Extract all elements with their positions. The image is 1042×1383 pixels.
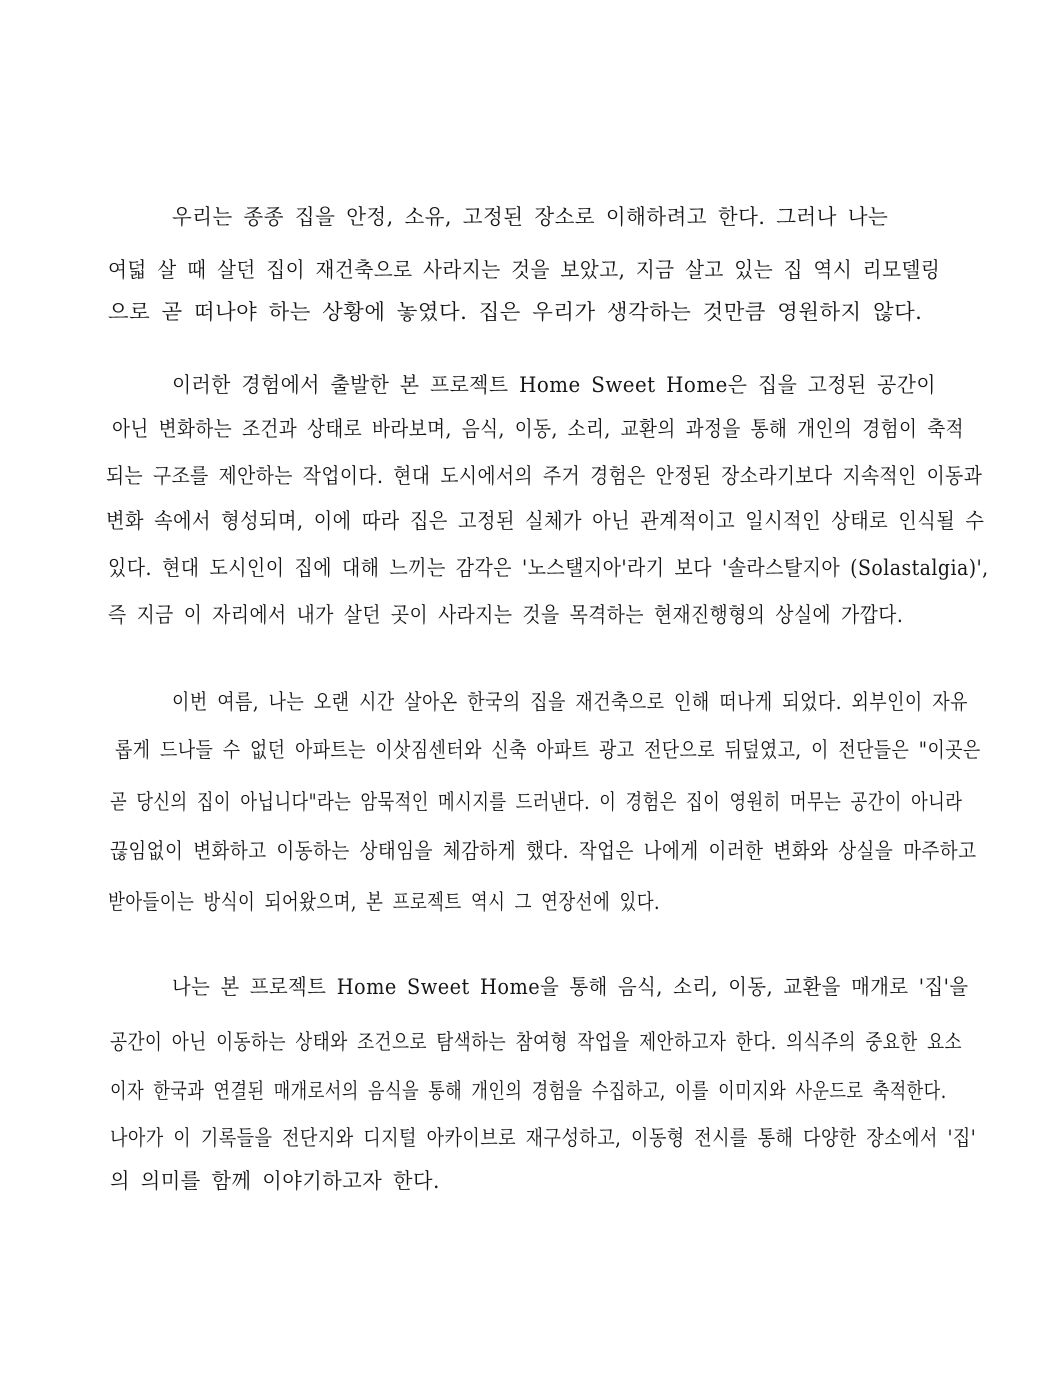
text-line: 의 의미를 함께 이야기하고자 한다. bbox=[110, 1169, 440, 1193]
text-line: 이자 한국과 연결된 매개로서의 음식을 통해 개인의 경험을 수집하고, 이를 이미지와 사운드로 축적한다. bbox=[110, 1079, 947, 1103]
text-line: 으로 곧 떠나야 하는 상황에 놓였다. 집은 우리가 생각하는 것만큼 영원하지 않다. bbox=[108, 300, 923, 324]
text-line: 변화 속에서 형성되며, 이에 따라 집은 고정된 실체가 아닌 관계적이고 일시적인 상태로 인식될 수 bbox=[106, 509, 985, 533]
text-line: 있다. 현대 도시인이 집에 대해 느끼는 감각은 '노스탤지아'라기 보다 '솔라스탈지아 (Solastalgia)', bbox=[108, 556, 989, 580]
text-line: 나는 본 프로젝트 Home Sweet Home을 통해 음식, 소리, 이동, 교환을 매개로 '집'을 bbox=[172, 975, 969, 999]
text-line: 공간이 아닌 이동하는 상태와 조건으로 탐색하는 참여형 작업을 제안하고자 한다. 의식주의 중요한 요소 bbox=[110, 1030, 963, 1054]
text-line: 되는 구조를 제안하는 작업이다. 현대 도시에서의 주거 경험은 안정된 장소라기보다 지속적인 이동과 bbox=[106, 464, 983, 488]
text-line: 나아가 이 기록들을 전단지와 디지털 아카이브로 재구성하고, 이동형 전시를 통해 다양한 장소에서 '집' bbox=[110, 1126, 977, 1150]
text-line: 이러한 경험에서 출발한 본 프로젝트 Home Sweet Home은 집을 고정된 공간이 bbox=[172, 373, 937, 397]
text-line: 여덟 살 때 살던 집이 재건축으로 사라지는 것을 보았고, 지금 살고 있는 집 역시 리모델링 bbox=[108, 258, 941, 282]
text-line: 이번 여름, 나는 오랜 시간 살아온 한국의 집을 재건축으로 인해 떠나게 되었다. 외부인이 자유 bbox=[172, 690, 968, 714]
text-line: 롭게 드나들 수 없던 아파트는 이삿짐센터와 신축 아파트 광고 전단으로 뒤덮였고, 이 전단들은 "이곳은 bbox=[115, 738, 981, 762]
text-line: 받아들이는 방식이 되어왔으며, 본 프로젝트 역시 그 연장선에 있다. bbox=[108, 890, 660, 914]
text-line: 우리는 종종 집을 안정, 소유, 고정된 장소로 이해하려고 한다. 그러나 나는 bbox=[172, 205, 889, 229]
text-line: 아닌 변화하는 조건과 상태로 바라보며, 음식, 이동, 소리, 교환의 과정을 통해 개인의 경험이 축적 bbox=[112, 417, 965, 441]
text-line: 즉 지금 이 자리에서 내가 살던 곳이 사라지는 것을 목격하는 현재진행형의 상실에 가깝다. bbox=[108, 603, 904, 627]
text-line: 끊임없이 변화하고 이동하는 상태임을 체감하게 했다. 작업은 나에게 이러한 변화와 상실을 마주하고 bbox=[110, 839, 977, 863]
text-line: 곧 당신의 집이 아닙니다"라는 암묵적인 메시지를 드러낸다. 이 경험은 집이 영원히 머무는 공간이 아니라 bbox=[110, 790, 963, 814]
